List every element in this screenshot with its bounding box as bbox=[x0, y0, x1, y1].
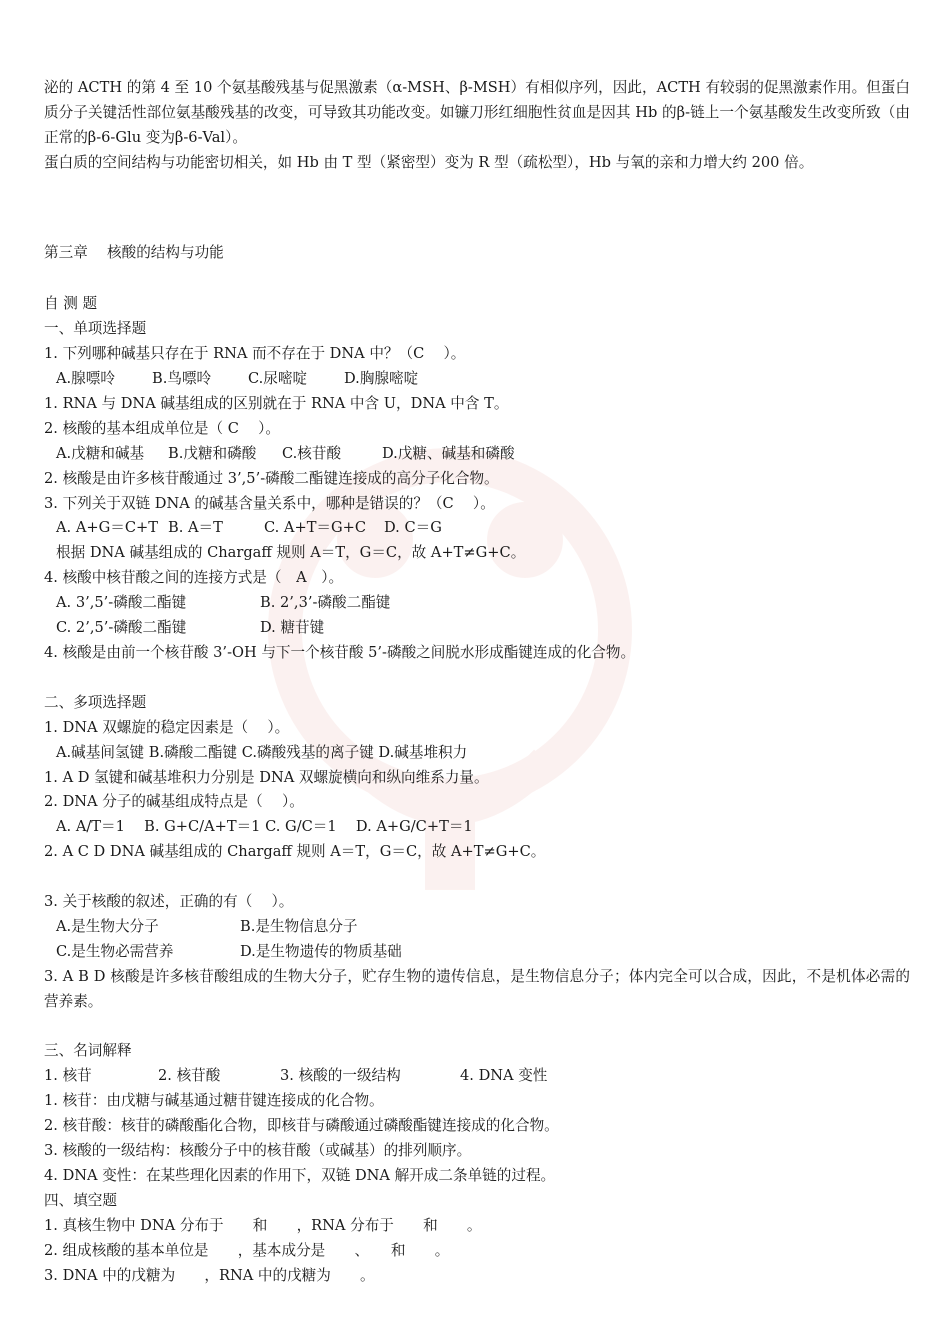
section-terms-title: 三、名词解释 bbox=[44, 1042, 132, 1060]
multi-q3-option-d: D.是生物遗传的物质基础 bbox=[240, 942, 402, 960]
single-q2-answer: 2. 核酸是由许多核苷酸通过 3’,5’-磷酸二酯键连接成的高分子化合物。 bbox=[44, 469, 499, 487]
multi-q3-option-c: C.是生物必需营养 bbox=[56, 942, 174, 960]
term-answer-3: 3. 核酸的一级结构：核酸分子中的核苷酸（或碱基）的排列顺序。 bbox=[44, 1142, 472, 1160]
single-q1-option-b: B.鸟嘌呤 bbox=[152, 370, 212, 388]
term-2: 2. 核苷酸 bbox=[158, 1067, 221, 1085]
fill-q2: 2. 组成核酸的基本单位是 ，基本成分是 、 和 。 bbox=[44, 1241, 450, 1259]
single-q2-question: 2. 核酸的基本组成单位是（ C ）。 bbox=[44, 419, 281, 437]
term-1: 1. 核苷 bbox=[44, 1067, 92, 1085]
multi-q3-options-row2 bbox=[44, 940, 910, 965]
single-q4-answer: 4. 核酸是由前一个核苷酸 3’-OH 与下一个核苷酸 5’-磷酸之间脱水形成酯键连成的化合物。 bbox=[44, 644, 636, 662]
single-q3-question: 3. 下列关于双链 DNA 的碱基含量关系中，哪种是错误的？（C ）。 bbox=[44, 494, 495, 512]
single-q4-options-row2 bbox=[44, 616, 910, 641]
single-q4-option-a: A. 3’,5’-磷酸二酯键 bbox=[56, 594, 187, 612]
fill-q1: 1. 真核生物中 DNA 分布于 和 ，RNA 分布于 和 。 bbox=[44, 1216, 482, 1234]
multi-q2-answer: 2. A C D DNA 碱基组成的 Chargaff 规则 A＝T，G＝C，故 A+T≠G+C。 bbox=[44, 843, 546, 861]
single-q1-option-d: D.胸腺嘧啶 bbox=[344, 370, 419, 388]
single-q4-question: 4. 核酸中核苷酸之间的连接方式是（ A ）。 bbox=[44, 569, 344, 587]
term-3: 3. 核酸的一级结构 bbox=[280, 1067, 401, 1085]
single-q4-option-c: C. 2’,5’-磷酸二酯键 bbox=[56, 619, 187, 637]
single-q1-question: 1. 下列哪种碱基只存在于 RNA 而不存在于 DNA 中？（C ）。 bbox=[44, 345, 466, 363]
terms-list bbox=[44, 1064, 910, 1089]
single-q1-options bbox=[44, 367, 910, 392]
single-q4-options-row1 bbox=[44, 591, 910, 616]
single-q1-option-c: C.尿嘧啶 bbox=[248, 370, 308, 388]
single-q3-options bbox=[44, 516, 910, 541]
section-single-choice-title: 一、单项选择题 bbox=[44, 320, 147, 338]
single-q1-answer: 1. RNA 与 DNA 碱基组成的区别就在于 RNA 中含 U，DNA 中含 T。 bbox=[44, 394, 509, 412]
multi-q2-question: 2. DNA 分子的碱基组成特点是（ ）。 bbox=[44, 793, 304, 811]
single-q3-option-a: A. A+G＝C+T bbox=[56, 519, 158, 537]
multi-q3-question: 3. 关于核酸的叙述，正确的有（ ）。 bbox=[44, 893, 294, 911]
single-q3-option-b: B. A＝T bbox=[168, 519, 223, 537]
term-4: 4. DNA 变性 bbox=[460, 1067, 548, 1085]
intro-paragraph-2: 蛋白质的空间结构与功能密切相关，如 Hb 由 T 型（紧密型）变为 R 型（疏松型），Hb 与氧的亲和力增大约 200 倍。 bbox=[44, 153, 814, 171]
multi-q1-options: A.碱基间氢键 B.磷酸二酯键 C.磷酸残基的离子键 D.碱基堆积力 bbox=[56, 743, 468, 761]
document-content bbox=[44, 76, 910, 1284]
term-answer-4: 4. DNA 变性：在某些理化因素的作用下，双链 DNA 解开成二条单链的过程。 bbox=[44, 1167, 556, 1184]
intro-paragraph-1: 泌的 ACTH 的第 4 至 10 个氨基酸残基与促黑激素（α-MSH、β-MSH）有相似序列，因此，ACTH 有较弱的促黑激素作用。但蛋白质分子关键活性部位氨基酸残基的改变，可导致其功能改变。如镰刀形红细胞性贫血是因其 Hb 的β-链上一个氨基酸发生改变所致（由正常的β-6-Glu 变为β-6-Val）。 bbox=[44, 79, 910, 146]
multi-q2-options: A. A/T＝1 B. G+C/A+T＝1 C. G/C＝1 D. A+G/C+T＝1 bbox=[56, 818, 473, 836]
chapter-title: 第三章 核酸的结构与功能 bbox=[44, 244, 224, 262]
multi-q3-answer: 3. A B D 核酸是许多核苷酸组成的生物大分子，贮存生物的遗传信息，是生物信息分子；体内完全可以合成，因此，不是机体必需的营养素。 bbox=[44, 967, 910, 1010]
multi-q1-question: 1. DNA 双螺旋的稳定因素是（ ）。 bbox=[44, 718, 290, 736]
single-q3-answer: 根据 DNA 碱基组成的 Chargaff 规则 A＝T，G＝C，故 A+T≠G+C。 bbox=[56, 544, 526, 562]
multi-q3-option-a: A.是生物大分子 bbox=[56, 917, 159, 935]
single-q4-option-b: B. 2’,3’-磷酸二酯键 bbox=[260, 594, 391, 612]
single-q2-option-b: B.戊糖和磷酸 bbox=[168, 444, 257, 462]
single-q2-option-d: D.戊糖、碱基和磷酸 bbox=[382, 444, 515, 462]
single-q3-option-c: C. A+T＝G+C bbox=[264, 519, 367, 537]
multi-q1-answer: 1. A D 氢键和碱基堆积力分别是 DNA 双螺旋横向和纵向维系力量。 bbox=[44, 768, 489, 786]
single-q2-options bbox=[44, 442, 910, 467]
multi-q3-option-b: B.是生物信息分子 bbox=[240, 917, 358, 935]
single-q1-option-a: A.腺嘌呤 bbox=[56, 370, 115, 388]
fill-q3: 3. DNA 中的戊糖为 ，RNA 中的戊糖为 。 bbox=[44, 1266, 375, 1284]
single-q2-option-c: C.核苷酸 bbox=[282, 444, 342, 462]
self-test-title: 自 测 题 bbox=[44, 295, 98, 313]
single-q2-option-a: A.戊糖和碱基 bbox=[56, 444, 145, 462]
single-q4-option-d: D. 糖苷键 bbox=[260, 619, 325, 637]
single-q3-option-d: D. C＝G bbox=[384, 519, 442, 537]
section-multi-choice-title: 二、多项选择题 bbox=[44, 693, 147, 711]
section-fill-title: 四、填空题 bbox=[44, 1191, 117, 1209]
term-answer-2: 2. 核苷酸：核苷的磷酸酯化合物，即核苷与磷酸通过磷酸酯键连接成的化合物。 bbox=[44, 1117, 559, 1135]
multi-q3-options-row1 bbox=[44, 915, 910, 940]
term-answer-1: 1. 核苷：由戊糖与碱基通过糖苷键连接成的化合物。 bbox=[44, 1092, 384, 1110]
